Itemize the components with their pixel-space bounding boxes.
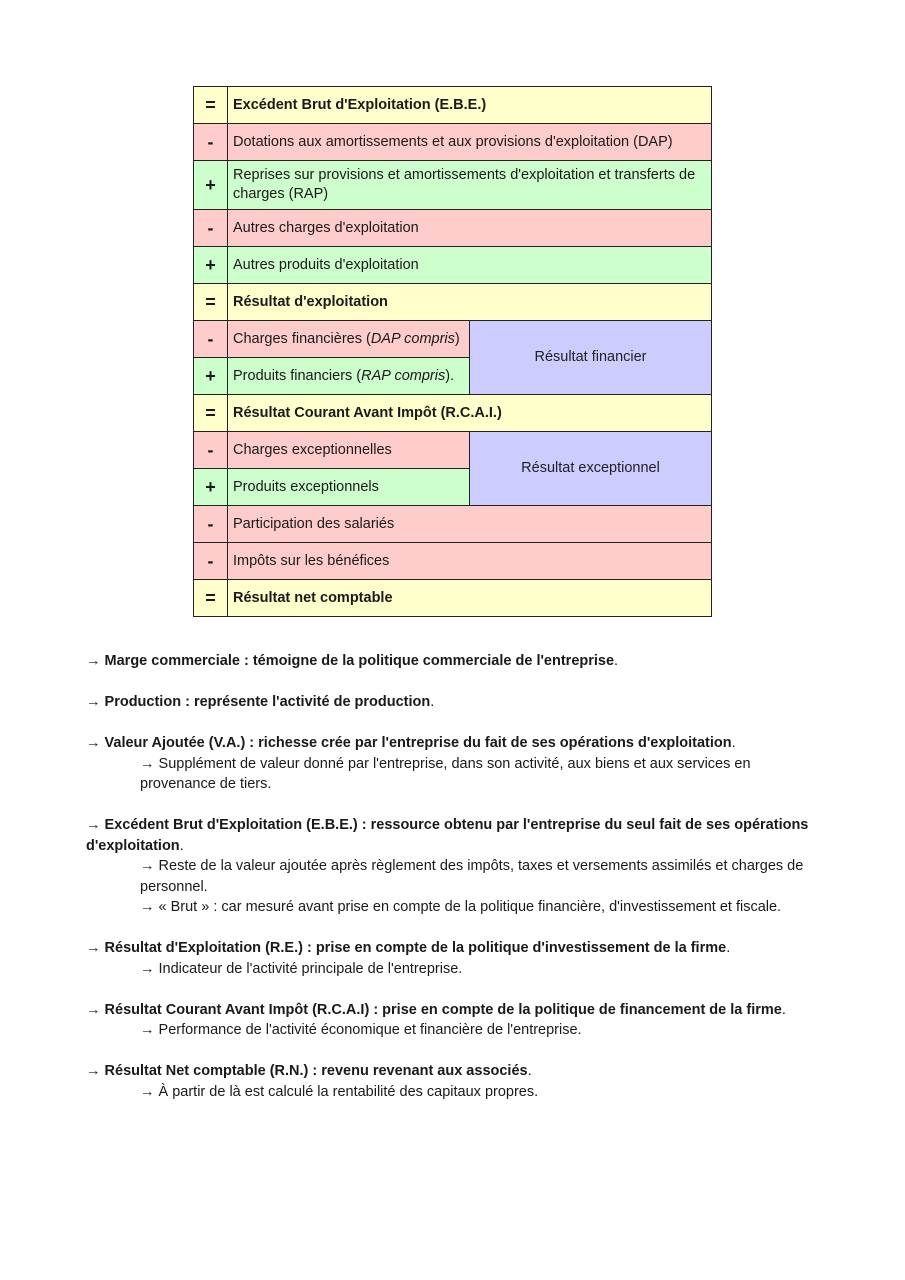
row-label: Reprises sur provisions et amortissements d'exploitation et transferts de charges (RAP) (228, 161, 712, 210)
row-label: Autres produits d'exploitation (228, 247, 712, 284)
arrow-icon: → (86, 1063, 101, 1079)
table-row-charges-exceptionnelles (194, 432, 712, 469)
label-italic: RAP compris (361, 367, 446, 384)
label-text: ). (445, 367, 455, 384)
table-row-participation (194, 506, 712, 543)
row-label: Impôts sur les bénéfices (228, 543, 712, 580)
note-end: . (614, 653, 619, 669)
merged-resultat-financier: Résultat financier (470, 321, 712, 395)
note-term: Excédent Brut d'Exploitation (E.B.E.) : ressource obtenu par l'entreprise du seul fait de ses opérations d'exploitation (86, 817, 809, 854)
table-row-autres-produits (194, 247, 712, 284)
row-label: Dotations aux amortissements et aux provisions d'exploitation (DAP) (228, 124, 712, 161)
note-term: Production : représente l'activité de production (104, 694, 431, 710)
table-row-resultat-net (194, 580, 712, 617)
note-marge-commerciale (86, 651, 826, 672)
row-label: Excédent Brut d'Exploitation (E.B.E.) (228, 87, 712, 124)
table-row-autres-charges (194, 210, 712, 247)
sign-equals: = (194, 395, 228, 432)
note-term: Résultat Courant Avant Impôt (R.C.A.I) : prise en compte de la politique de financement de la firme (104, 1001, 782, 1018)
note-heading (86, 692, 826, 713)
definitions-list (86, 651, 826, 1123)
row-label (228, 358, 470, 395)
table-row-resultat-exploitation (194, 284, 712, 321)
note-ebe (86, 815, 826, 918)
sign-plus: + (194, 358, 228, 395)
note-detail: → Indicateur de l'activité principale de l'entreprise. (140, 960, 463, 977)
note-term: Valeur Ajoutée (V.A.) : richesse crée par l'entreprise du fait de ses opérations d'exploitation (104, 735, 732, 751)
merged-resultat-exceptionnel: Résultat exceptionnel (470, 432, 712, 506)
row-label: Charges exceptionnelles (228, 432, 470, 469)
note-end: . (179, 837, 184, 854)
note-heading (86, 733, 826, 754)
sign-plus: + (194, 247, 228, 284)
arrow-icon: → (86, 940, 101, 956)
row-label (228, 321, 470, 358)
sign-plus: + (194, 161, 228, 210)
note-valeur-ajoutee (86, 733, 826, 795)
row-label: Résultat d'exploitation (228, 284, 712, 321)
table-row-dap (194, 124, 712, 161)
note-term: Résultat d'Exploitation (R.E.) : prise en compte de la politique d'investissement de la firme (104, 940, 727, 956)
note-end: . (781, 1001, 786, 1018)
note-resultat-exploitation (86, 938, 826, 979)
note-term: Marge commerciale : témoigne de la politique commerciale de l'entreprise (104, 653, 615, 669)
note-detail: → Performance de l'activité économique et financière de l'entreprise. (140, 1022, 582, 1038)
sign-plus: + (194, 469, 228, 506)
note-end: . (731, 735, 736, 751)
sign-minus: - (194, 124, 228, 161)
note-end: . (726, 940, 731, 956)
note-term: Résultat Net comptable (R.N.) : revenu revenant aux associés (104, 1063, 528, 1079)
note-heading (86, 815, 826, 856)
note-end: . (430, 694, 435, 710)
arrow-icon: → (86, 653, 101, 669)
row-label: Autres charges d'exploitation (228, 210, 712, 247)
arrow-icon: → (86, 694, 101, 710)
note-heading (86, 938, 826, 959)
sign-minus: - (194, 210, 228, 247)
row-label: Produits exceptionnels (228, 469, 470, 506)
sign-minus: - (194, 321, 228, 358)
note-detail: → « Brut » : car mesuré avant prise en compte de la politique financière, d'investissement et fiscale. (140, 899, 782, 915)
note-heading (86, 1061, 826, 1082)
sign-minus: - (194, 543, 228, 580)
note-detail: → Supplément de valeur donné par l'entreprise, dans son activité, aux biens et aux services en provenance de tiers. (140, 755, 751, 792)
sign-equals: = (194, 284, 228, 321)
note-heading (86, 1000, 826, 1021)
arrow-icon: → (86, 735, 101, 751)
row-label: Participation des salariés (228, 506, 712, 543)
label-text: Produits financiers ( (233, 367, 362, 384)
arrow-icon: → (86, 1001, 101, 1018)
table-row-ebe (194, 87, 712, 124)
table-row-charges-financieres (194, 321, 712, 358)
table-row-impots (194, 543, 712, 580)
arrow-icon: → (86, 817, 101, 833)
sign-equals: = (194, 580, 228, 617)
note-rcai (86, 1000, 826, 1041)
sign-equals: = (194, 87, 228, 124)
row-label: Résultat Courant Avant Impôt (R.C.A.I.) (228, 395, 712, 432)
table-row-rcai (194, 395, 712, 432)
label-italic: DAP compris (370, 330, 455, 347)
note-production (86, 692, 826, 713)
note-resultat-net (86, 1061, 826, 1102)
note-detail: → À partir de là est calculé la rentabilité des capitaux propres. (140, 1083, 539, 1100)
sign-minus: - (194, 506, 228, 543)
note-heading (86, 651, 826, 672)
intermediate-balances-table (193, 86, 712, 617)
note-detail: → Reste de la valeur ajoutée après règlement des impôts, taxes et versements assimilés et charges de personnel. (140, 858, 804, 895)
label-text: ) (454, 330, 460, 347)
table-row-rap (194, 161, 712, 210)
sign-minus: - (194, 432, 228, 469)
label-text: Charges financières ( (233, 330, 371, 347)
row-label: Résultat net comptable (228, 580, 712, 617)
note-end: . (527, 1063, 532, 1079)
